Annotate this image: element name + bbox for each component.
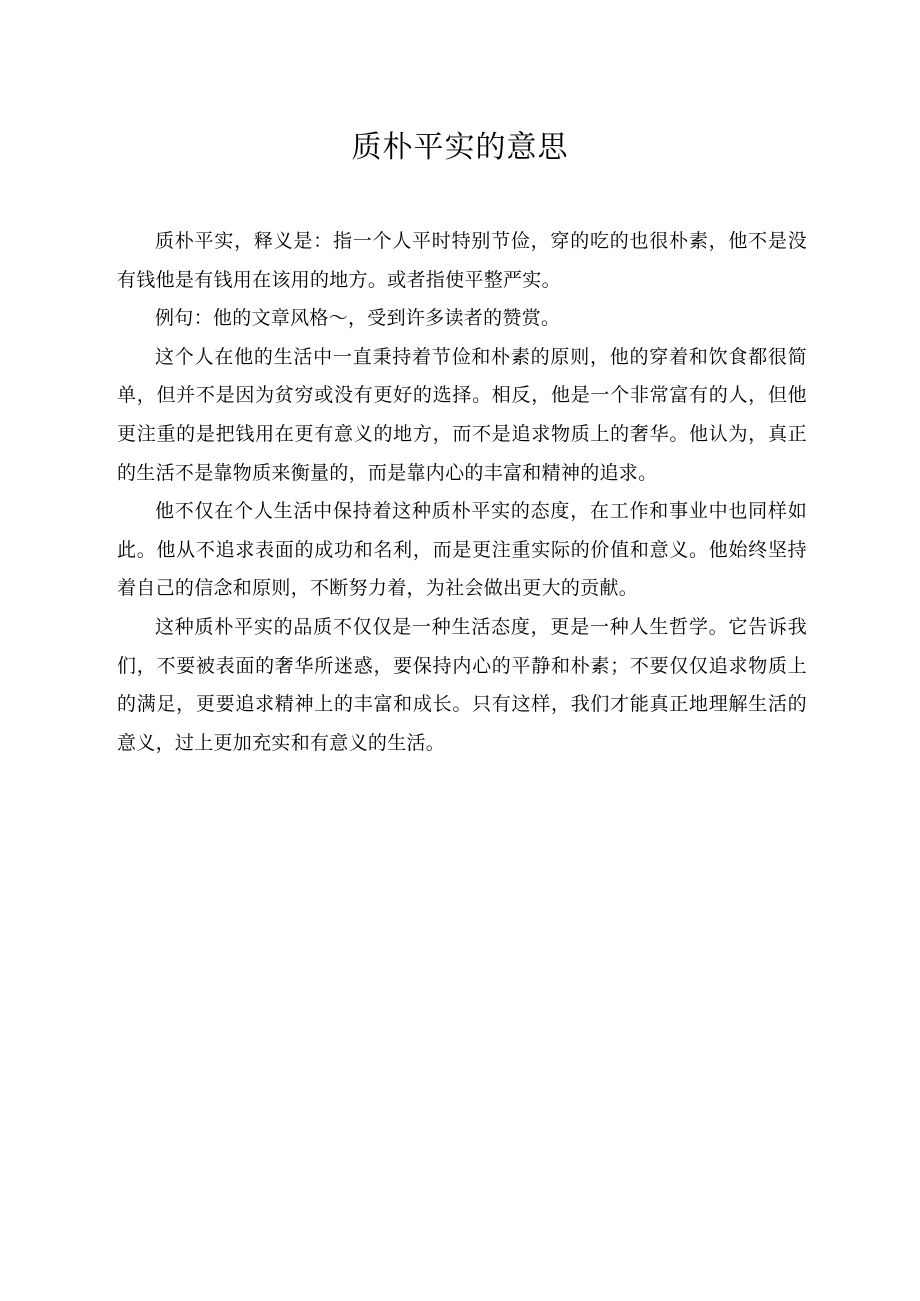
- paragraph-lifestyle: 这个人在他的生活中一直秉持着节俭和朴素的原则，他的穿着和饮食都很简单，但并不是因为贫穷或没有更好的选择。相反，他是一个非常富有的人，但他更注重的是把钱用在更有意义的地方，而不是追求物质上的奢华。他认为，真正的生活不是靠物质来衡量的，而是靠内心的丰富和精神的追求。: [117, 345, 807, 484]
- paragraph-work: 他不仅在个人生活中保持着这种质朴平实的态度，在工作和事业中也同样如此。他从不追求表面的成功和名利，而是更注重实际的价值和意义。他始终坚持着自己的信念和原则，不断努力着，为社会做出更大的贡献。: [117, 500, 807, 600]
- paragraph-philosophy: 这种质朴平实的品质不仅仅是一种生活态度，更是一种人生哲学。它告诉我们，不要被表面的奢华所迷惑，要保持内心的平静和朴素；不要仅仅追求物质上的满足，更要追求精神上的丰富和成长。只有这样，我们才能真正地理解生活的意义，过上更加充实和有意义的生活。: [117, 615, 807, 754]
- paragraph-example: 例句：他的文章风格～，受到许多读者的赞赏。: [155, 307, 561, 330]
- page-title: 质朴平实的意思: [351, 130, 569, 165]
- paragraph-definition: 质朴平实，释义是：指一个人平时特别节俭，穿的吃的也很朴素，他不是没有钱他是有钱用在该用的地方。或者指使平整严实。: [117, 230, 807, 291]
- document-body: [117, 222, 807, 762]
